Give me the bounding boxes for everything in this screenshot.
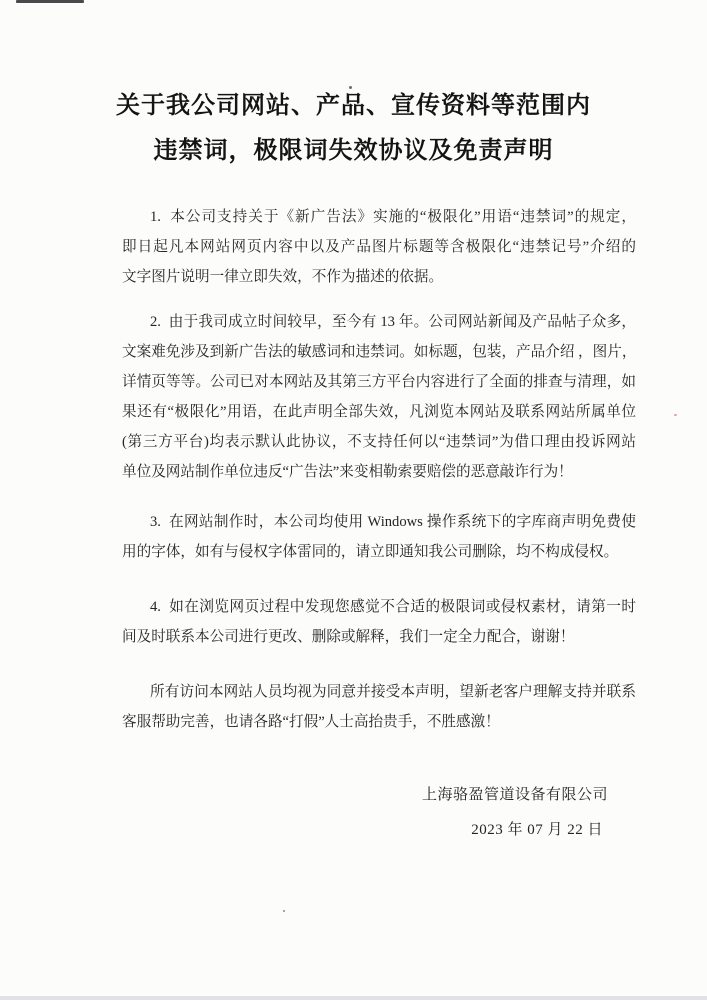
text-line: 单位及网站制作单位违反“广告法”来变相勒索要赔偿的恶意敲诈行为！	[122, 464, 573, 480]
text-line: 间及时联系本公司进行更改、删除或解释，我们一定全力配合，谢谢！	[122, 629, 575, 645]
paragraph-4	[122, 592, 636, 652]
company-name: 上海骆盈管道设备有限公司	[421, 787, 608, 803]
document-title	[0, 84, 707, 174]
document-title-line-2: 违禁词，极限词失效协议及免责声明	[153, 138, 554, 164]
text-line: 客服帮助完善，也请各路“打假”人士高抬贵手，不胜感激！	[122, 714, 500, 730]
scan-speck	[674, 414, 677, 416]
text-line: 果还有“极限化”用语，在此声明全部失效，凡浏览本网站及联系网站所属单位	[122, 404, 636, 420]
text-line: 文字图片说明一律立即失效，不作为描述的依据。	[122, 269, 444, 285]
text-line: 1. 本公司支持关于《新广告法》实施的“极限化”用语“违禁词”的规定，	[150, 209, 636, 225]
text-line: 2. 由于我司成立时间较早，至今有 13 年。公司网站新闻及产品帖子众多，	[150, 314, 636, 330]
text-line: 详情页等等。公司已对本网站及其第三方平台内容进行了全面的排查与清理，如	[122, 374, 636, 390]
scan-bottom-band-artifact	[0, 996, 707, 1000]
paragraph-3	[122, 507, 636, 567]
text-line: 4. 如在浏览网页过程中发现您感觉不合适的极限词或侵权素材，请第一时	[150, 599, 636, 615]
scan-edge-artifact	[16, 0, 84, 3]
paragraph-1	[122, 202, 636, 292]
text-line: 即日起凡本网站网页内容中以及产品图片标题等含极限化“违禁记号”介绍的	[122, 239, 636, 255]
scan-speck	[283, 910, 285, 912]
paragraph-2	[122, 307, 636, 487]
text-line: 用的字体，如有与侵权字体雷同的，请立即通知我公司删除，均不构成侵权。	[122, 544, 619, 560]
text-line: 3. 在网站制作时，本公司均使用 Windows 操作系统下的字库商声明免费使	[150, 514, 636, 530]
document-date: 2023 年 07 月 22 日	[471, 822, 603, 838]
closing-paragraph	[122, 677, 636, 737]
text-line: 文案难免涉及到新广告法的敏感词和违禁词。如标题，包装，产品介绍 ，图片，	[122, 344, 637, 360]
text-line: 所有访问本网站人员均视为同意并接受本声明，望新老客户理解支持并联系	[150, 684, 636, 700]
text-line: (第三方平台)均表示默认此协议，不支持任何以“违禁词”为借口理由投诉网站	[122, 434, 636, 450]
document-title-line-1: 关于我公司网站、产品、宣传资料等范围内	[116, 93, 591, 119]
